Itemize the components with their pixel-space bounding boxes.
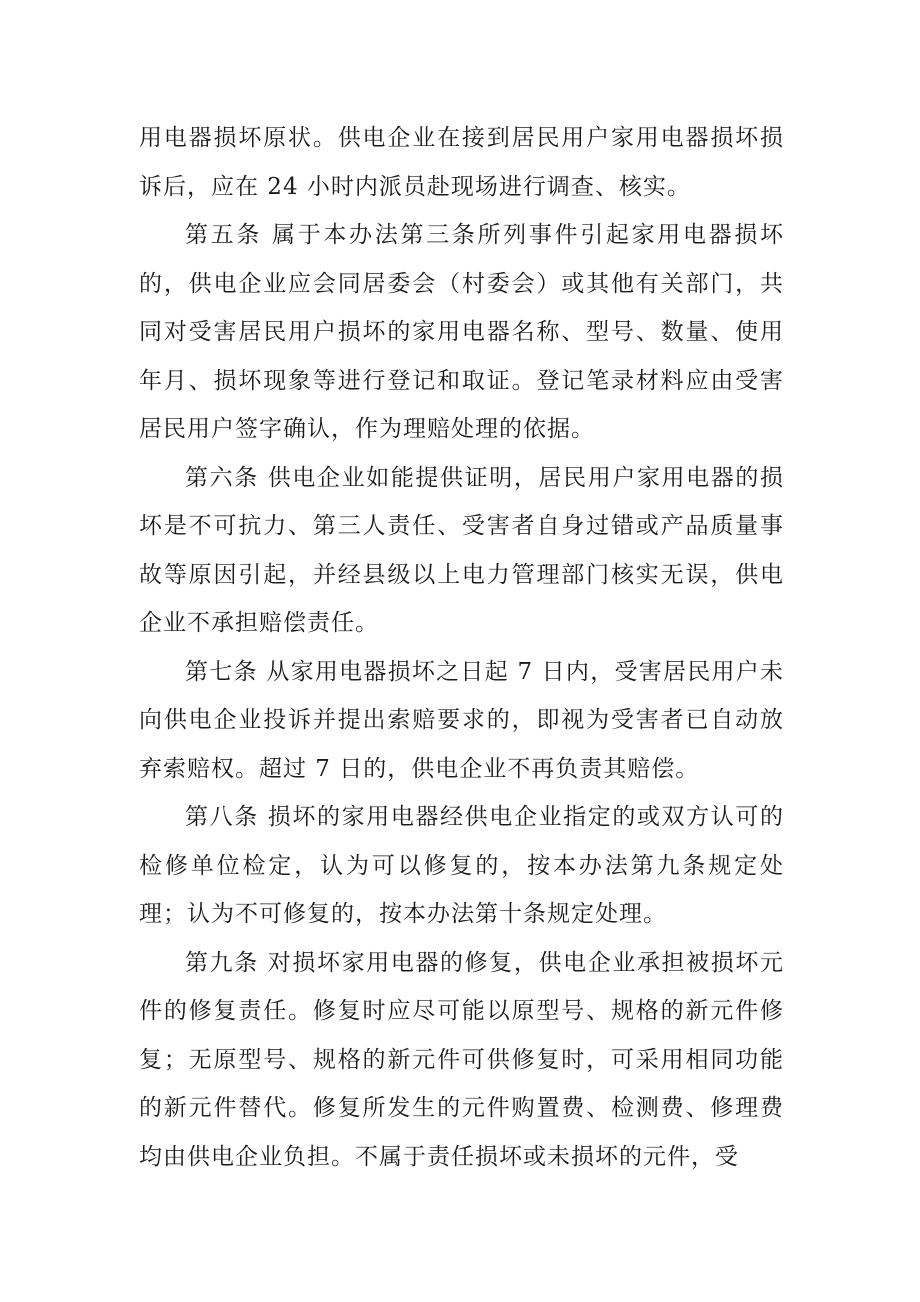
document-body bbox=[139, 114, 784, 1181]
paragraph-article-9: 第九条 对损坏家用电器的修复，供电企业承担被损坏元件的修复责任。修复时应尽可能以原型号、规格的新元件修复；无原型号、规格的新元件可供修复时，可采用相同功能的新元件替代。修复所发生的元件购置费、检测费、修理费均由供电企业负担。不属于责任损坏或未损坏的元件，受 bbox=[139, 949, 784, 1170]
paragraph-article-7: 第七条 从家用电器损坏之日起 7 日内，受害居民用户未向供电企业投诉并提出索赔要求的，即视为受害者已自动放弃索赔权。超过 7 日的，供电企业不再负责其赔偿。 bbox=[139, 658, 784, 782]
paragraph-article-6: 第六条 供电企业如能提供证明，居民用户家用电器的损坏是不可抗力、第三人责任、受害者自身过错或产品质量事故等原因引起，并经县级以上电力管理部门核实无误，供电企业不承担赔偿责任。 bbox=[139, 464, 784, 636]
paragraph-article-8: 第八条 损坏的家用电器经供电企业指定的或双方认可的检修单位检定，认为可以修复的，按本办法第九条规定处理；认为不可修复的，按本办法第十条规定处理。 bbox=[139, 804, 784, 927]
paragraph-continuation: 用电器损坏原状。供电企业在接到居民用户家用电器损坏损诉后，应在 24 小时内派员赴现场进行调查、核实。 bbox=[139, 125, 784, 200]
paragraph-article-5: 第五条 属于本办法第三条所列事件引起家用电器损坏的，供电企业应会同居委会（村委会）或其他有关部门，共同对受害居民用户损坏的家用电器名称、型号、数量、使用年月、损坏现象等进行登记和取证。登记笔录材料应由受害居民用户签字确认，作为理赔处理的依据。 bbox=[139, 222, 784, 442]
